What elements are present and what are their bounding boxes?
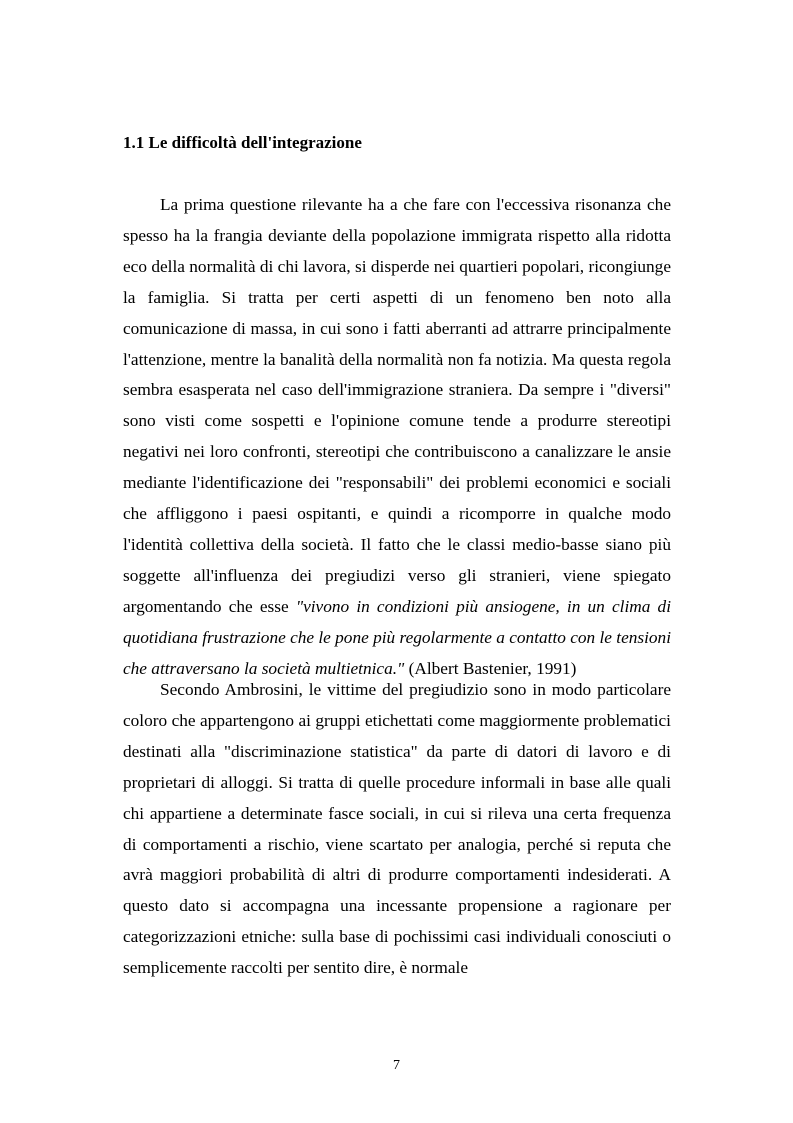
- paragraph-1-text: La prima questione rilevante ha a che fare con l'eccessiva risonanza che spesso ha la frangia deviante della popolazione immigrata rispetto alla ridotta eco della normalità di chi lavora, si disperde nei quartieri popolari, ricongiunge la famiglia. Si tratta per certi aspetti di un fenomeno ben noto alla comunicazione di massa, in cui sono i fatti aberranti ad attrarre principalmente l'attenzione, mentre la banalità della normalità non fa notizia. Ma questa regola sembra esasperata nel caso dell'immigrazione straniera. Da sempre i "diversi" sono visti come sospetti e l'opinione comune tende a produrre stereotipi negativi nei loro confronti, stereotipi che contribuiscono a canalizzare le ansie mediante l'identificazione dei "responsabili" dei problemi economici e sociali che affliggono i paesi ospitanti, e quindi a ricomporre in qualche modo l'identità collettiva della società. Il fatto che le classi medio-basse siano più soggette all'influenza dei pregiudizi verso gli stranieri, viene spiegato argomentando che esse: [123, 195, 671, 616]
- citation: (Albert Bastenier, 1991): [404, 658, 577, 678]
- body-paragraph-1-container: [123, 190, 671, 685]
- body-paragraph-1: [123, 190, 671, 685]
- quotation: "vivono in condizioni più ansiogene, in un clima di quotidiana frustrazione che le pone più regolarmente a contatto con le tensioni che attraversano la società multietnica.": [123, 596, 671, 678]
- section-heading: 1.1 Le difficoltà dell'integrazione: [123, 133, 362, 152]
- body-paragraph-2-container: [123, 675, 671, 984]
- page-number: 7: [393, 1058, 400, 1073]
- body-paragraph-2: Secondo Ambrosini, le vittime del pregiudizio sono in modo particolare coloro che appartengono ai gruppi etichettati come maggiormente problematici destinati alla "discriminazione statistica" da parte di datori di lavoro e di proprietari di alloggi. Si tratta di quelle procedure informali in base alle quali chi appartiene a determinate fasce sociali, in cui si rileva una certa frequenza di comportamenti a rischio, viene scartato per analogia, perché si reputa che avrà maggiori probabilità di altri di produrre comportamenti indesiderati. A questo dato si accompagna una incessante propensione a ragionare per categorizzazioni etniche: sulla base di pochissimi casi individuali conosciuti o semplicemente raccolti per sentito dire, è normale: [123, 680, 671, 978]
